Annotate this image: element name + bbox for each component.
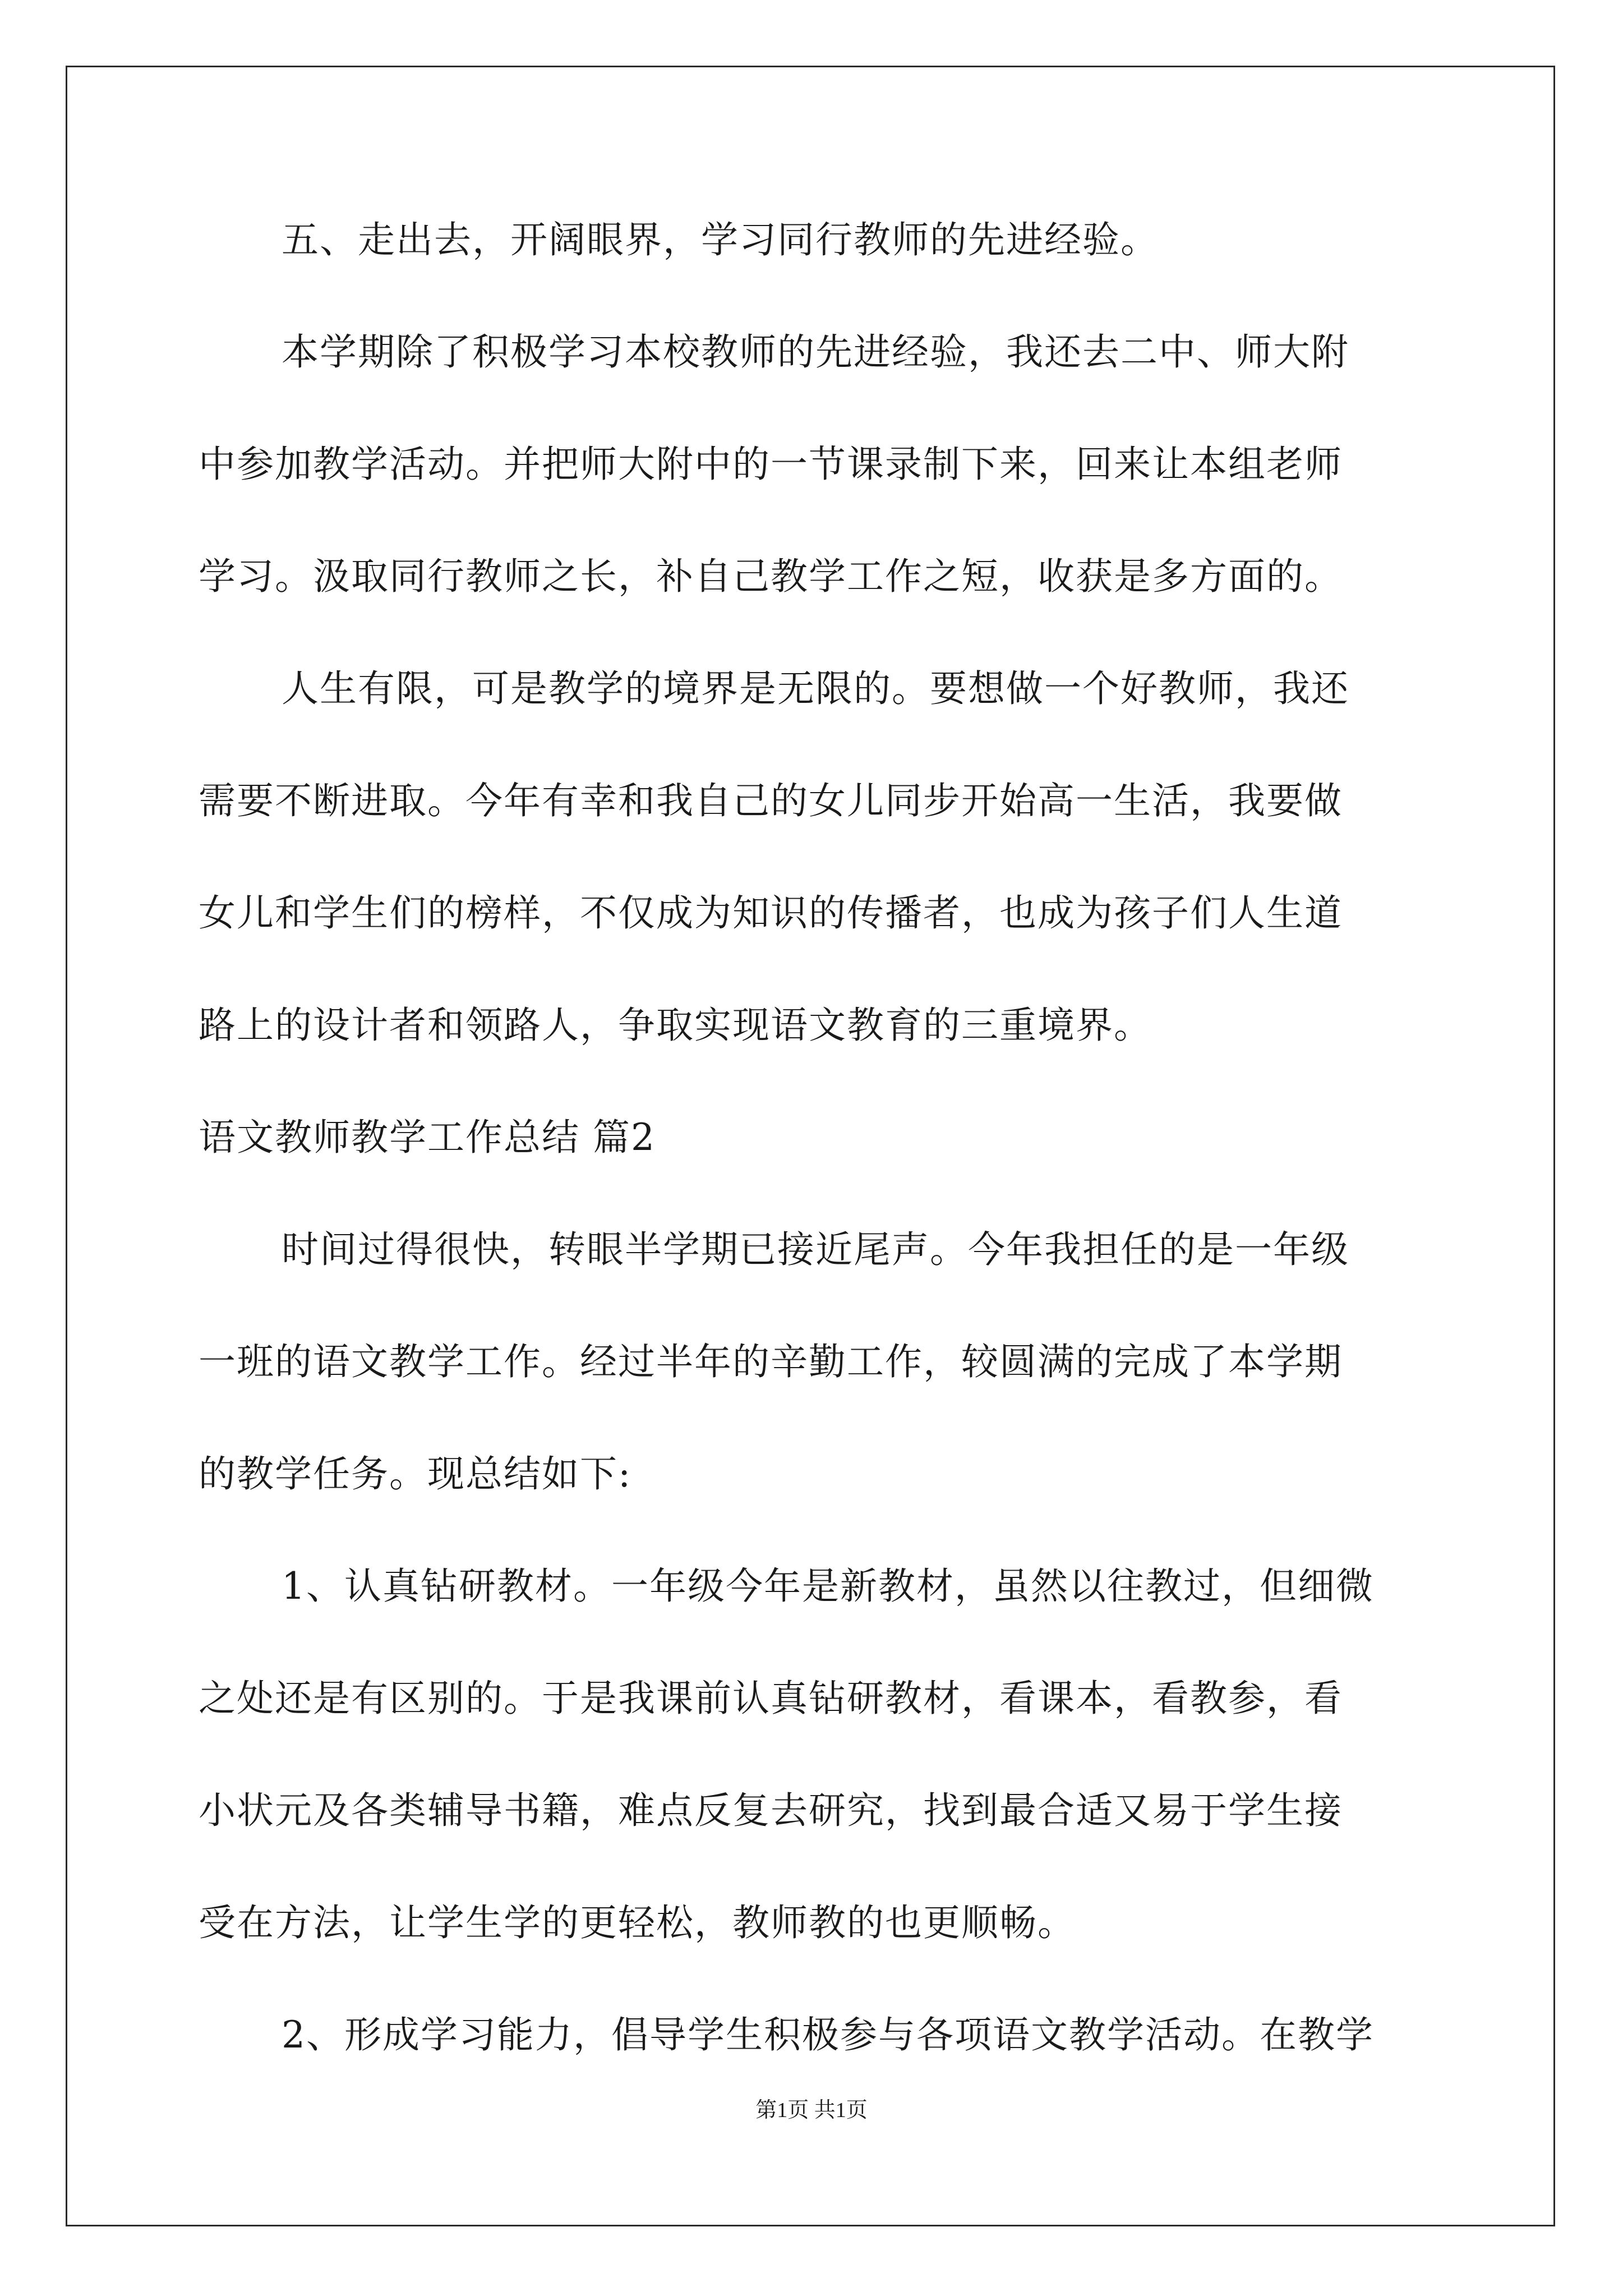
paragraph-line: 学习。汲取同行教师之长，补自己教学工作之短，收获是多方面的。 bbox=[199, 555, 1343, 598]
paragraph-line: 之处还是有区别的。于是我课前认真钻研教材，看课本，看教参，看 bbox=[199, 1677, 1343, 1720]
paragraph-line: 小状元及各类辅导书籍，难点反复去研究，找到最合适又易于学生接 bbox=[199, 1789, 1343, 1832]
paragraph-line: 路上的设计者和领路人，争取实现语文教育的三重境界。 bbox=[199, 1004, 1152, 1047]
paragraph-line: 需要不断进取。今年有幸和我自己的女儿同步开始高一生活，我要做 bbox=[199, 779, 1343, 822]
paragraph-line: 一班的语文教学工作。经过半年的辛勤工作，较圆满的完成了本学期 bbox=[199, 1340, 1343, 1383]
paragraph-line: 女儿和学生们的榜样，不仅成为知识的传播者，也成为孩子们人生道 bbox=[199, 891, 1343, 935]
paragraph-line: 人生有限，可是教学的境界是无限的。要想做一个好教师，我还 bbox=[282, 667, 1349, 710]
paragraph-line: 本学期除了积极学习本校教师的先进经验，我还去二中、师大附 bbox=[282, 330, 1349, 374]
page-footer: 第1页 共1页 bbox=[755, 2099, 868, 2122]
paragraph-line: 1、认真钻研教材。一年级今年是新教材，虽然以往教过，但细微 bbox=[282, 1565, 1374, 1608]
paragraph-line: 中参加教学活动。并把师大附中的一节课录制下来，回来让本组老师 bbox=[199, 443, 1343, 486]
section-heading: 语文教师教学工作总结 篇2 bbox=[199, 1116, 656, 1159]
paragraph-line: 的教学任务。现总结如下: bbox=[199, 1452, 632, 1496]
paragraph-line: 2、形成学习能力，倡导学生积极参与各项语文教学活动。在教学 bbox=[282, 2013, 1374, 2056]
document-body bbox=[199, 213, 1421, 2120]
paragraph-line: 受在方法，让学生学的更轻松，教师教的也更顺畅。 bbox=[199, 1901, 1076, 1944]
paragraph-line: 时间过得很快，转眼半学期已接近尾声。今年我担任的是一年级 bbox=[282, 1228, 1349, 1271]
paragraph-line: 五、走出去，开阔眼界，学习同行教师的先进经验。 bbox=[282, 218, 1159, 261]
